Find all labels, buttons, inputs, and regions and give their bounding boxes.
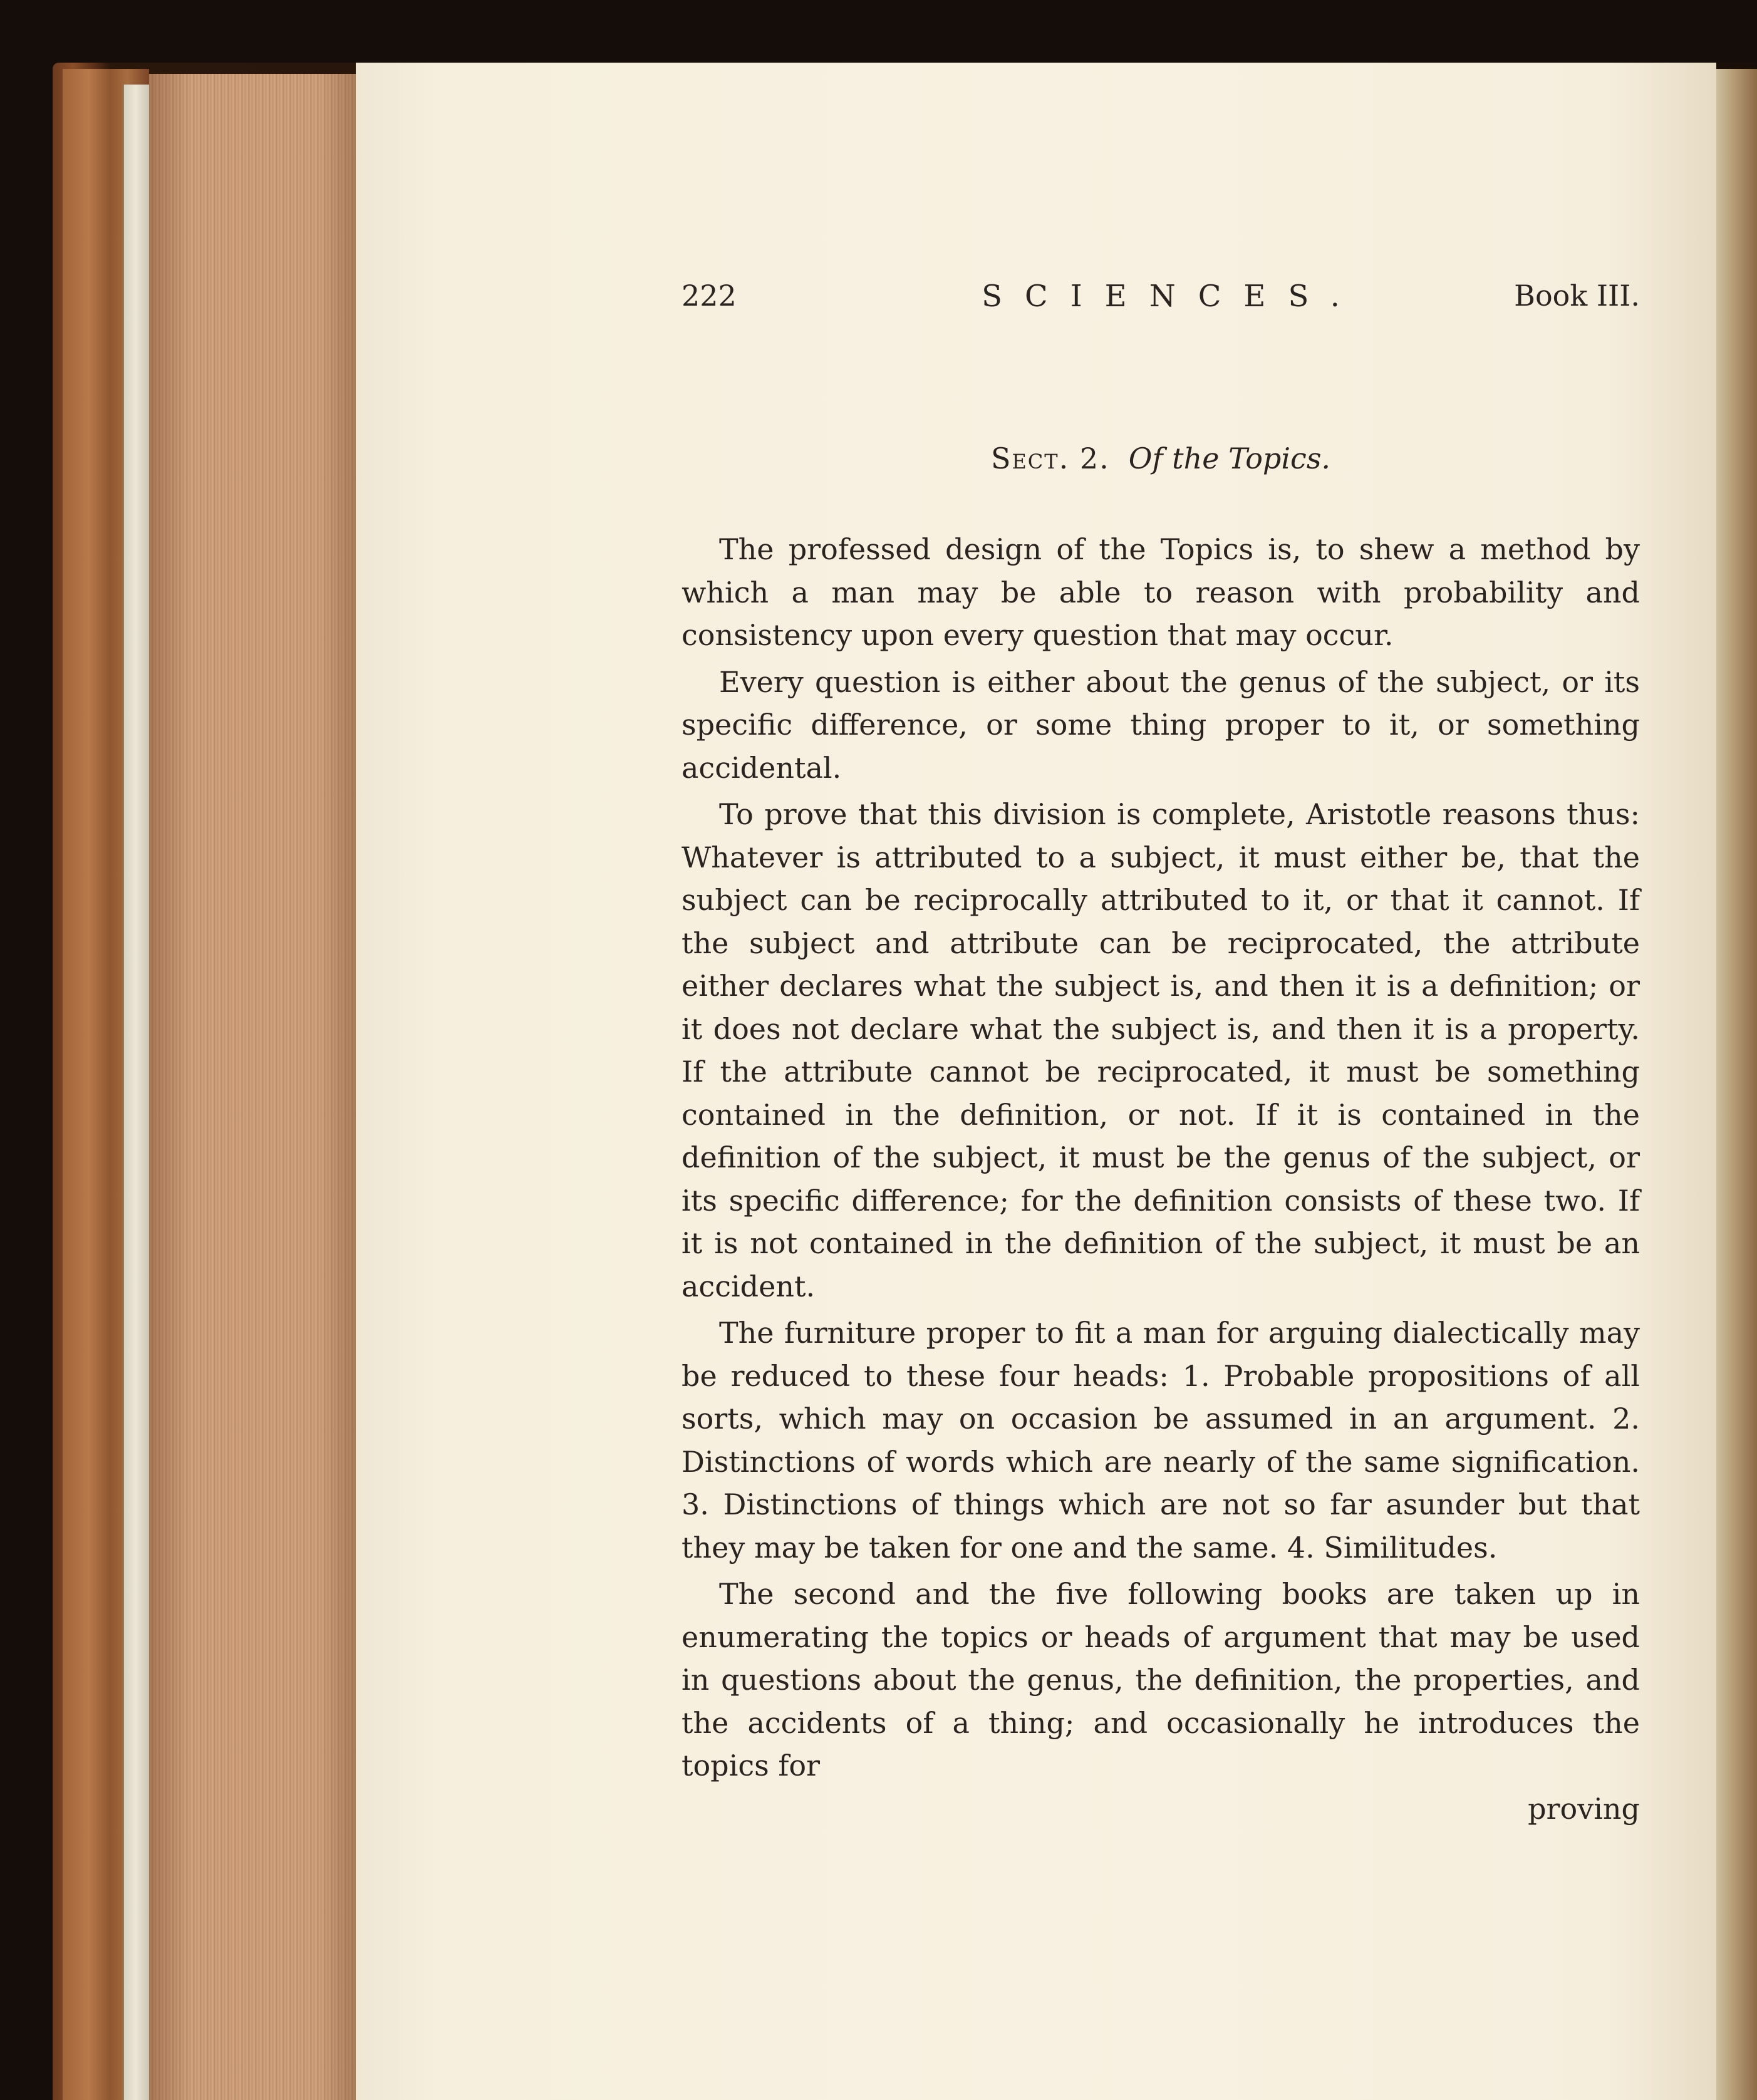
section-heading: [682, 442, 1640, 475]
paragraph: Every question is either about the genus of the subject, or its specific difference, or some thing proper to it, or something accidental.: [682, 665, 1640, 785]
section-title: Of the Topics.: [1128, 442, 1331, 475]
running-head: [682, 279, 1640, 329]
catchword: proving: [1528, 1791, 1640, 1826]
endpaper: [123, 85, 150, 2100]
book-reference: Book III.: [1514, 279, 1640, 313]
paragraph: The second and the five following books are taken up in enumerating the topics or heads of argument that may be used in questions about the genus, the definition, the properties, and the accidents of a thing; and occasionally he introduces the topics for: [682, 1577, 1640, 1782]
paragraph: To prove that this division is complete, Aristotle reasons thus: Whatever is attributed to a subject, it must either be, that the subject can be reciprocally attributed to it, or that it cannot. If the subject and attribute can be reciprocated, the attribute either declares what the subject is, and then it is a definition; or it does not declare what the subject is, and then it is a property. If the attribute cannot be reciprocated, it must be something contained in the definition, or not. If it is contained in the definition of the subject, it must be the genus of the subject, or its specific difference; for the definition consists of these two. If it is not contained in the definition of the subject, it must be an accident.: [682, 797, 1640, 1303]
page-number: 222: [682, 279, 737, 313]
page-block-edges: [149, 74, 361, 2100]
running-title: SCIENCES.: [982, 279, 1362, 314]
facing-page-edge: [1716, 69, 1757, 2100]
page-text-block: [682, 279, 1640, 1830]
section-label: Sect. 2.: [990, 442, 1110, 475]
paragraph: The furniture proper to fit a man for arguing dialectically may be reduced to these four heads: 1. Probable propositions of all sorts, which may on occasion be assumed in an argument. 2. Distinctions of words which are nearly of the same signification. 3. Distinctions of things which are not so far asunder but that they may be taken for one and the same. 4. Similitudes.: [682, 1316, 1640, 1565]
paragraph: The professed design of the Topics is, to shew a method by which a man may be able to reason with probability and consistency upon every question that may occur.: [682, 532, 1640, 652]
